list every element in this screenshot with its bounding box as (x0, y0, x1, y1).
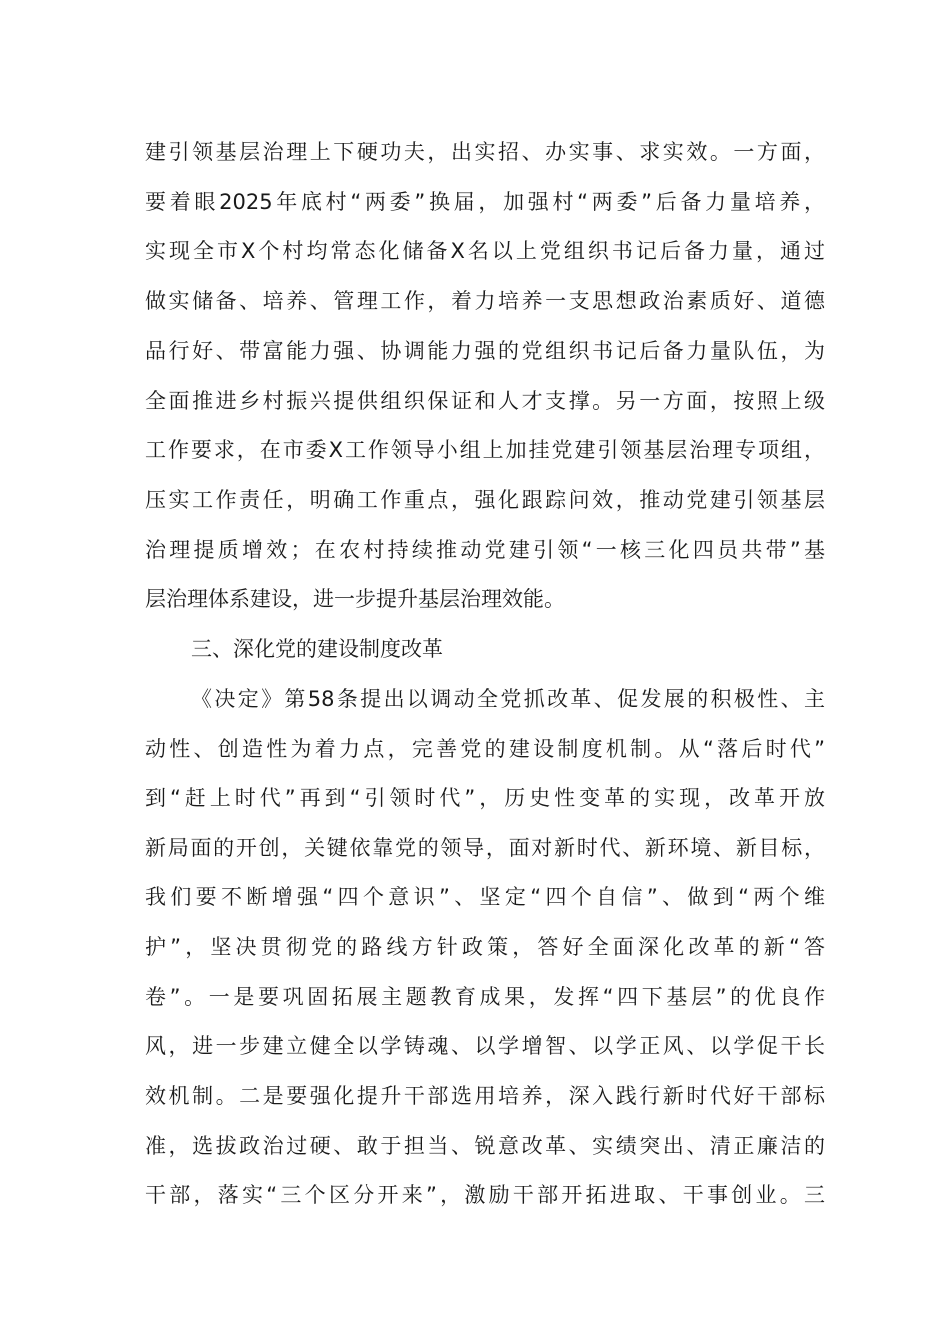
section-heading: 三、深化党的建设制度改革 (191, 637, 443, 661)
paragraph-line: 压实工作责任，明确工作重点，强化跟踪问效，推动党建引领基层 (145, 488, 825, 512)
paragraph-line: 要着眼2025年底村“两委”换届，加强村“两委”后备力量培养， (145, 190, 825, 214)
paragraph-line: 效机制。二是要强化提升干部选用培养，深入践行新时代好干部标 (145, 1084, 825, 1108)
paragraph-line: 《决定》第58条提出以调动全党抓改革、促发展的积极性、主 (191, 687, 825, 711)
paragraph-line: 全面推进乡村振兴提供组织保证和人才支撑。另一方面，按照上级 (145, 389, 825, 413)
paragraph-line: 品行好、带富能力强、协调能力强的党组织书记后备力量队伍，为 (145, 339, 825, 363)
paragraph-line: 新局面的开创，关键依靠党的领导，面对新时代、新环境、新目标， (145, 836, 825, 860)
paragraph-line: 建引领基层治理上下硬功夫，出实招、办实事、求实效。一方面， (145, 140, 825, 164)
paragraph-line: 实现全市X个村均常态化储备X名以上党组织书记后备力量，通过 (145, 239, 825, 263)
paragraph-line: 工作要求，在市委X工作领导小组上加挂党建引领基层治理专项组， (145, 438, 825, 462)
paragraph-line: 卷”。一是要巩固拓展主题教育成果，发挥“四下基层”的优良作 (145, 985, 825, 1009)
paragraph-line: 准，选拔政治过硬、敢于担当、锐意改革、实绩突出、清正廉洁的 (145, 1134, 825, 1158)
paragraph-line: 风，进一步建立健全以学铸魂、以学增智、以学正风、以学促干长 (145, 1034, 825, 1058)
paragraph-line: 层治理体系建设，进一步提升基层治理效能。 (145, 587, 565, 611)
paragraph-line: 我们要不断增强“四个意识”、坚定“四个自信”、做到“两个维 (145, 885, 825, 909)
paragraph-line: 治理提质增效；在农村持续推动党建引领“一核三化四员共带”基 (145, 538, 825, 562)
paragraph-line: 做实储备、培养、管理工作，着力培养一支思想政治素质好、道德 (145, 289, 825, 313)
paragraph-line: 干部，落实“三个区分开来”，激励干部开拓进取、干事创业。三 (145, 1183, 825, 1207)
paragraph-line: 动性、创造性为着力点，完善党的建设制度机制。从“落后时代” (145, 737, 825, 761)
paragraph-line: 到“赶上时代”再到“引领时代”，历史性变革的实现，改革开放 (145, 786, 825, 810)
paragraph-line: 护”，坚决贯彻党的路线方针政策，答好全面深化改革的新“答 (145, 935, 825, 959)
